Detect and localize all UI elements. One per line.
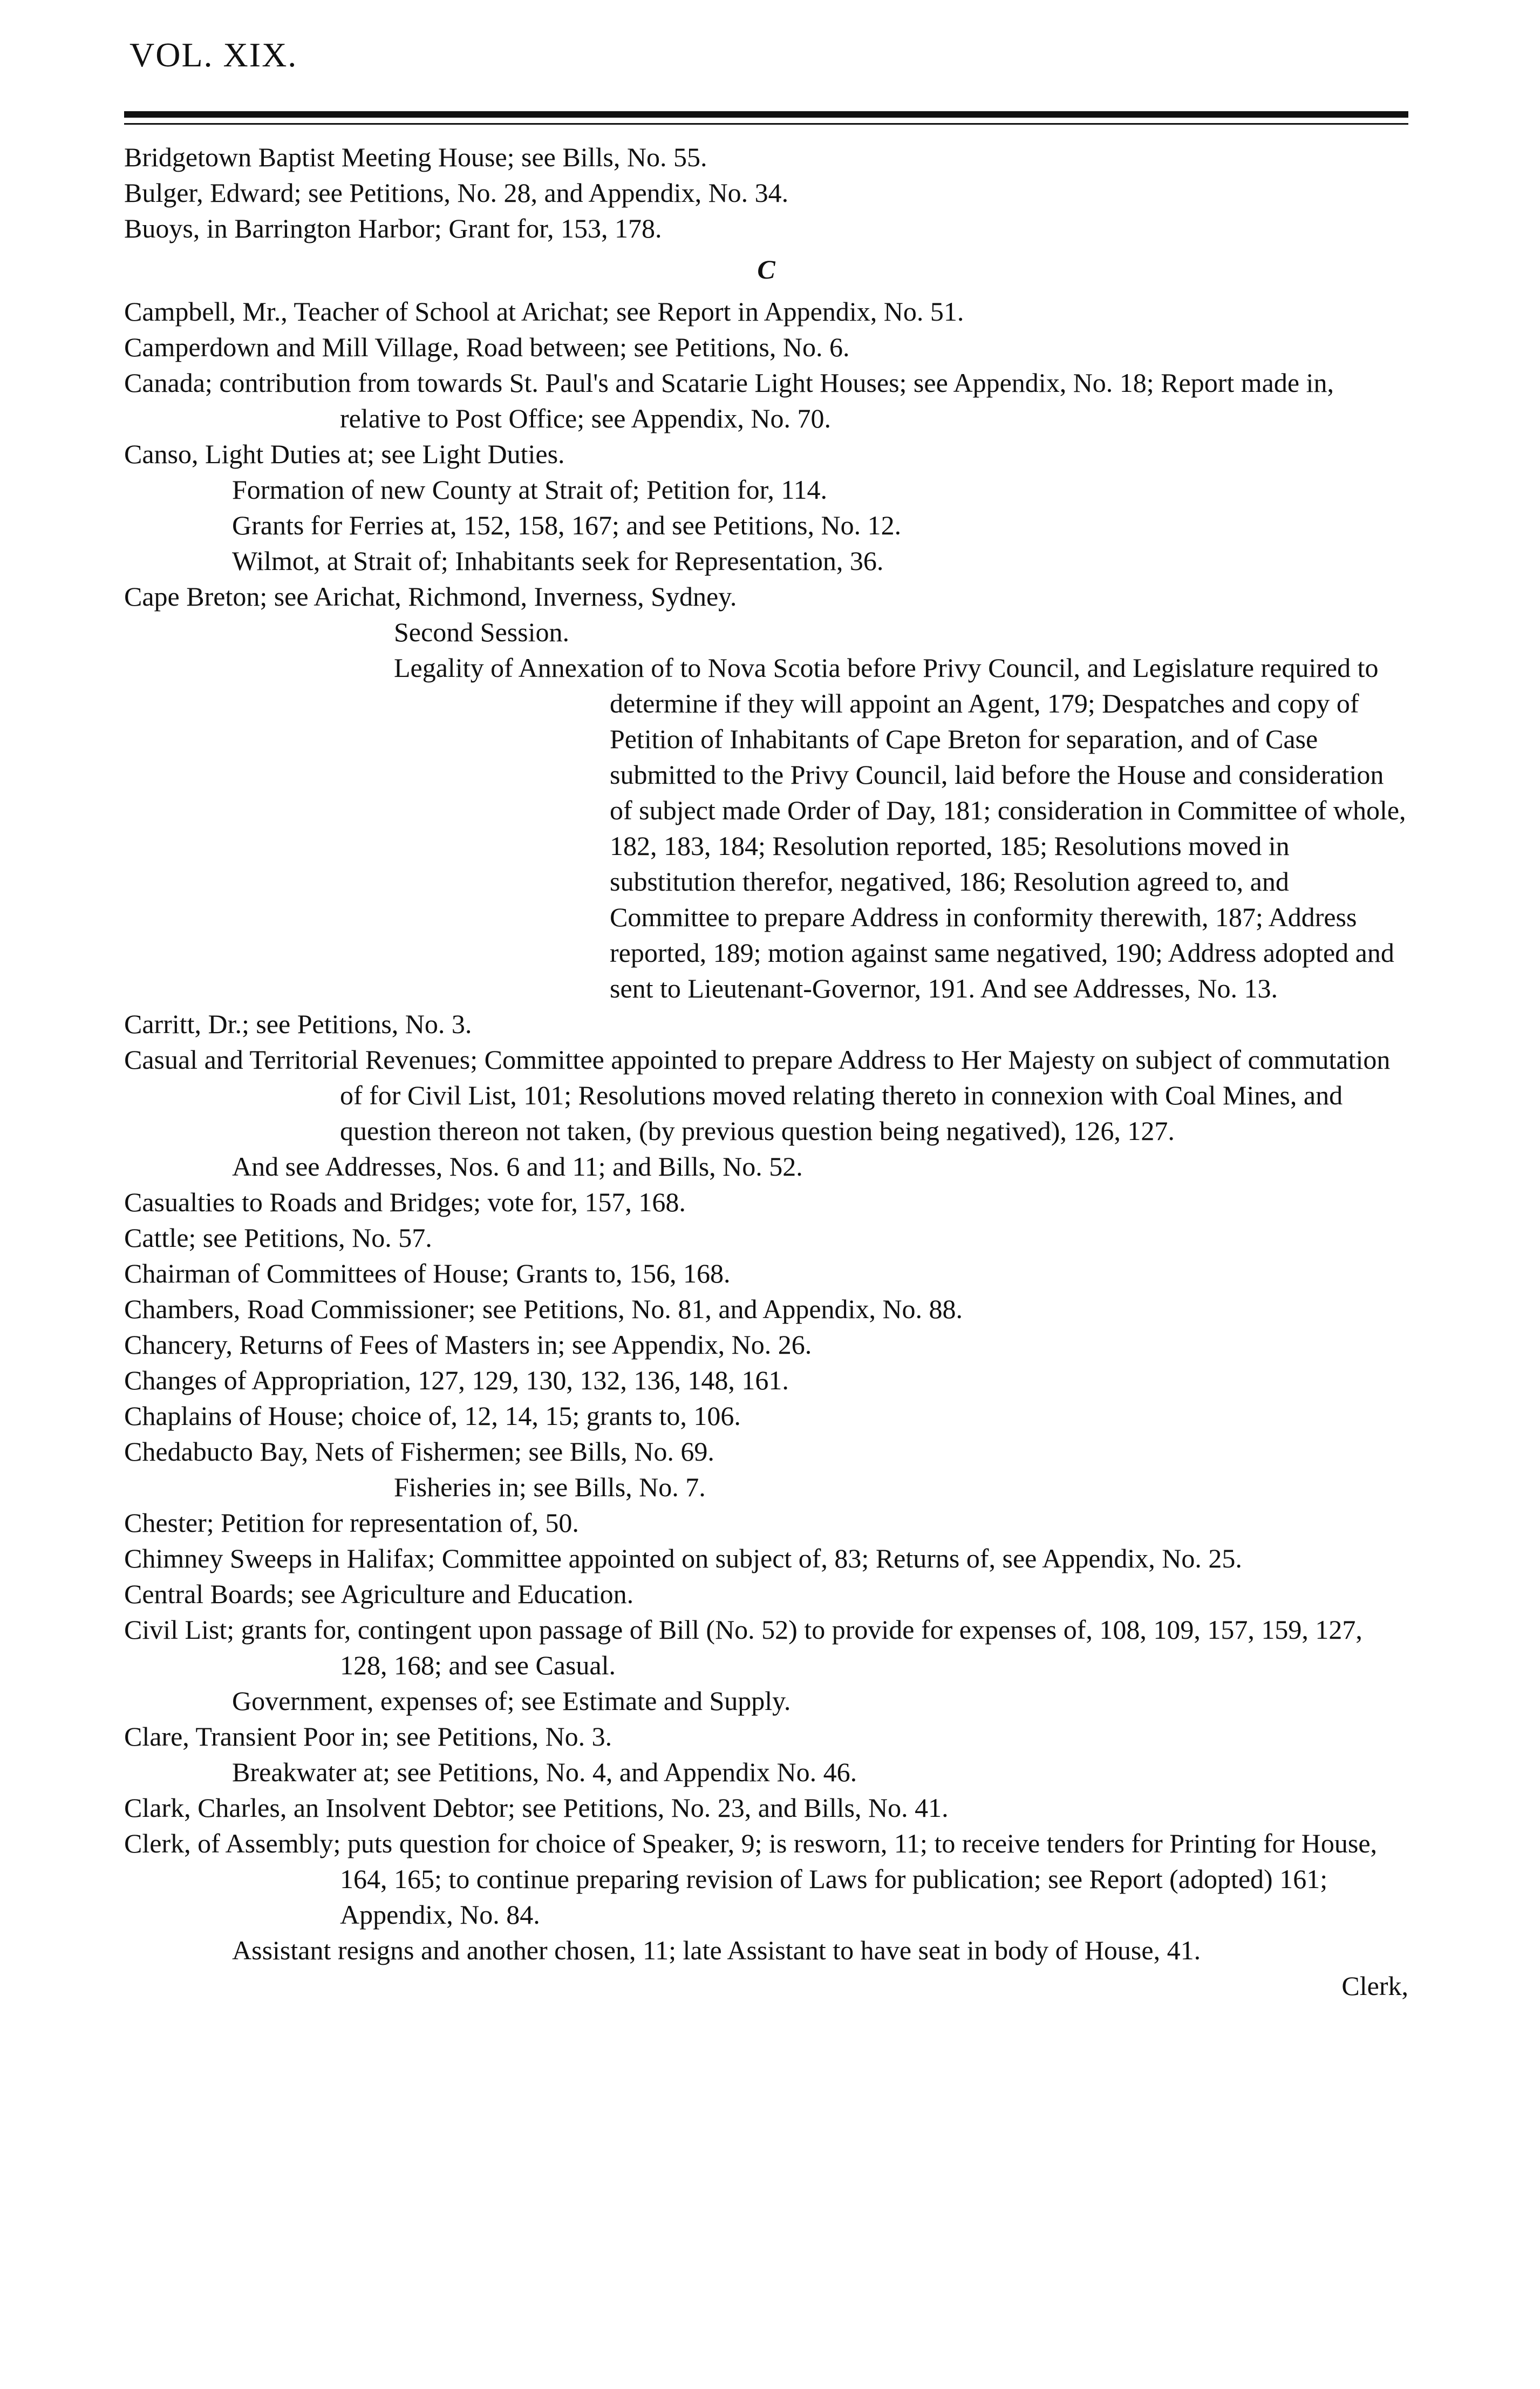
index-entry: Civil List; grants for, contingent upon passage of Bill (No. 52) to provide for expenses of, 108, 109, 157, 159, 127, 128, 168; and see Casual. bbox=[124, 1614, 1362, 1680]
index-entry: Changes of Appropriation, 127, 129, 130, 132, 136, 148, 161. bbox=[124, 1365, 789, 1395]
index-entry: Clare, Transient Poor in; see Petitions, No. 3. bbox=[124, 1721, 612, 1752]
index-entry: Chimney Sweeps in Halifax; Committee appointed on subject of, 83; Returns of, see Appendix, No. 25. bbox=[124, 1543, 1242, 1573]
index-entry: Canada; contribution from towards St. Paul's and Scatarie Light Houses; see Appendix, No. 18; Report made in, relative to Post Office; see Appendix, No. 70. bbox=[124, 368, 1334, 433]
index-entry: Chancery, Returns of Fees of Masters in; see Appendix, No. 26. bbox=[124, 1329, 812, 1360]
index-entry: Chester; Petition for representation of, 50. bbox=[124, 1508, 579, 1538]
catchword: Clerk, bbox=[1341, 1971, 1408, 2001]
index-subentry: Wilmot, at Strait of; Inhabitants seek for Representation, 36. bbox=[232, 546, 884, 576]
index-subentry: Government, expenses of; see Estimate and Supply. bbox=[232, 1686, 791, 1716]
index-subentry: Grants for Ferries at, 152, 158, 167; and see Petitions, No. 12. bbox=[232, 510, 902, 540]
header-rule-thin bbox=[124, 123, 1408, 125]
index-entry: Casual and Territorial Revenues; Committee appointed to prepare Address to Her Majesty on subject of commutation of for Civil List, 101; Resolutions moved relating thereto in connexion with Coal Mines, and question thereon not taken, (by previous question being negatived), 126, 127. bbox=[124, 1044, 1391, 1146]
index-subentry: Fisheries in; see Bills, No. 7. bbox=[394, 1472, 706, 1502]
index-subentry: Assistant resigns and another chosen, 11; late Assistant to have seat in body of House, 41. bbox=[232, 1935, 1201, 1965]
index-entry: Clerk, of Assembly; puts question for choice of Speaker, 9; is resworn, 11; to receive tenders for Printing for House, 164, 165; to continue preparing revision of Laws for publication; see Report (adopted) 161; Appendix, No. 84. bbox=[124, 1828, 1378, 1930]
index-entry: Camperdown and Mill Village, Road between; see Petitions, No. 6. bbox=[124, 332, 850, 362]
index-entry: Canso, Light Duties at; see Light Duties. bbox=[124, 439, 565, 469]
index-entry: Chaplains of House; choice of, 12, 14, 15; grants to, 106. bbox=[124, 1401, 741, 1431]
index-subentry: Formation of new County at Strait of; Petition for, 114. bbox=[232, 474, 827, 505]
index-entry: Bridgetown Baptist Meeting House; see Bills, No. 55. bbox=[124, 142, 707, 172]
index-entry: Casualties to Roads and Bridges; vote for, 157, 168. bbox=[124, 1187, 686, 1217]
index-entry: Central Boards; see Agriculture and Education. bbox=[124, 1579, 634, 1609]
index-subentry: Breakwater at; see Petitions, No. 4, and Appendix No. 46. bbox=[232, 1757, 857, 1787]
index-subentry: Second Session. bbox=[394, 617, 569, 647]
section-letter: C bbox=[757, 254, 775, 284]
index-entry: Cape Breton; see Arichat, Richmond, Inverness, Sydney. bbox=[124, 581, 737, 612]
index-entry: Campbell, Mr., Teacher of School at Arichat; see Report in Appendix, No. 51. bbox=[124, 296, 964, 327]
index-subentry: Legality of Annexation of to Nova Scotia before Privy Council, and Legislature required to determine if they will appoint an Agent, 179; Despatches and copy of Petition of Inhabitants of Cape Breton for separation, and of Case submitted to the Privy Council, laid before the House and consideration of subject made Order of Day, 181; consideration in Committee of whole, 182, 183, 184; Resolution reported, 185; Resolutions moved in substitution therefor, negatived, 186; Resolution agreed to, and Committee to prepare Address in conformity therewith, 187; Address reported, 189; motion against same negatived, 190; Address adopted and sent to Lieutenant-Governor, 191. And see Addresses, No. 13. bbox=[394, 653, 1406, 1003]
index-entry: Carritt, Dr.; see Petitions, No. 3. bbox=[124, 1009, 472, 1039]
header-rule-thick bbox=[124, 111, 1408, 118]
index-entry: Chambers, Road Commissioner; see Petitions, No. 81, and Appendix, No. 88. bbox=[124, 1294, 963, 1324]
index-entry: Buoys, in Barrington Harbor; Grant for, 153, 178. bbox=[124, 213, 662, 243]
index-entry: Clark, Charles, an Insolvent Debtor; see Petitions, No. 23, and Bills, No. 41. bbox=[124, 1793, 949, 1823]
index-entry: Bulger, Edward; see Petitions, No. 28, and Appendix, No. 34. bbox=[124, 178, 789, 208]
index-subentry: And see Addresses, Nos. 6 and 11; and Bills, No. 52. bbox=[232, 1151, 803, 1182]
index-entry: Cattle; see Petitions, No. 57. bbox=[124, 1223, 432, 1253]
index-entry: Chairman of Committees of House; Grants to, 156, 168. bbox=[124, 1258, 731, 1288]
index-body bbox=[124, 139, 1408, 2004]
index-entry: Chedabucto Bay, Nets of Fishermen; see Bills, No. 69. bbox=[124, 1436, 714, 1467]
volume-header: VOL. XIX. bbox=[130, 36, 298, 74]
